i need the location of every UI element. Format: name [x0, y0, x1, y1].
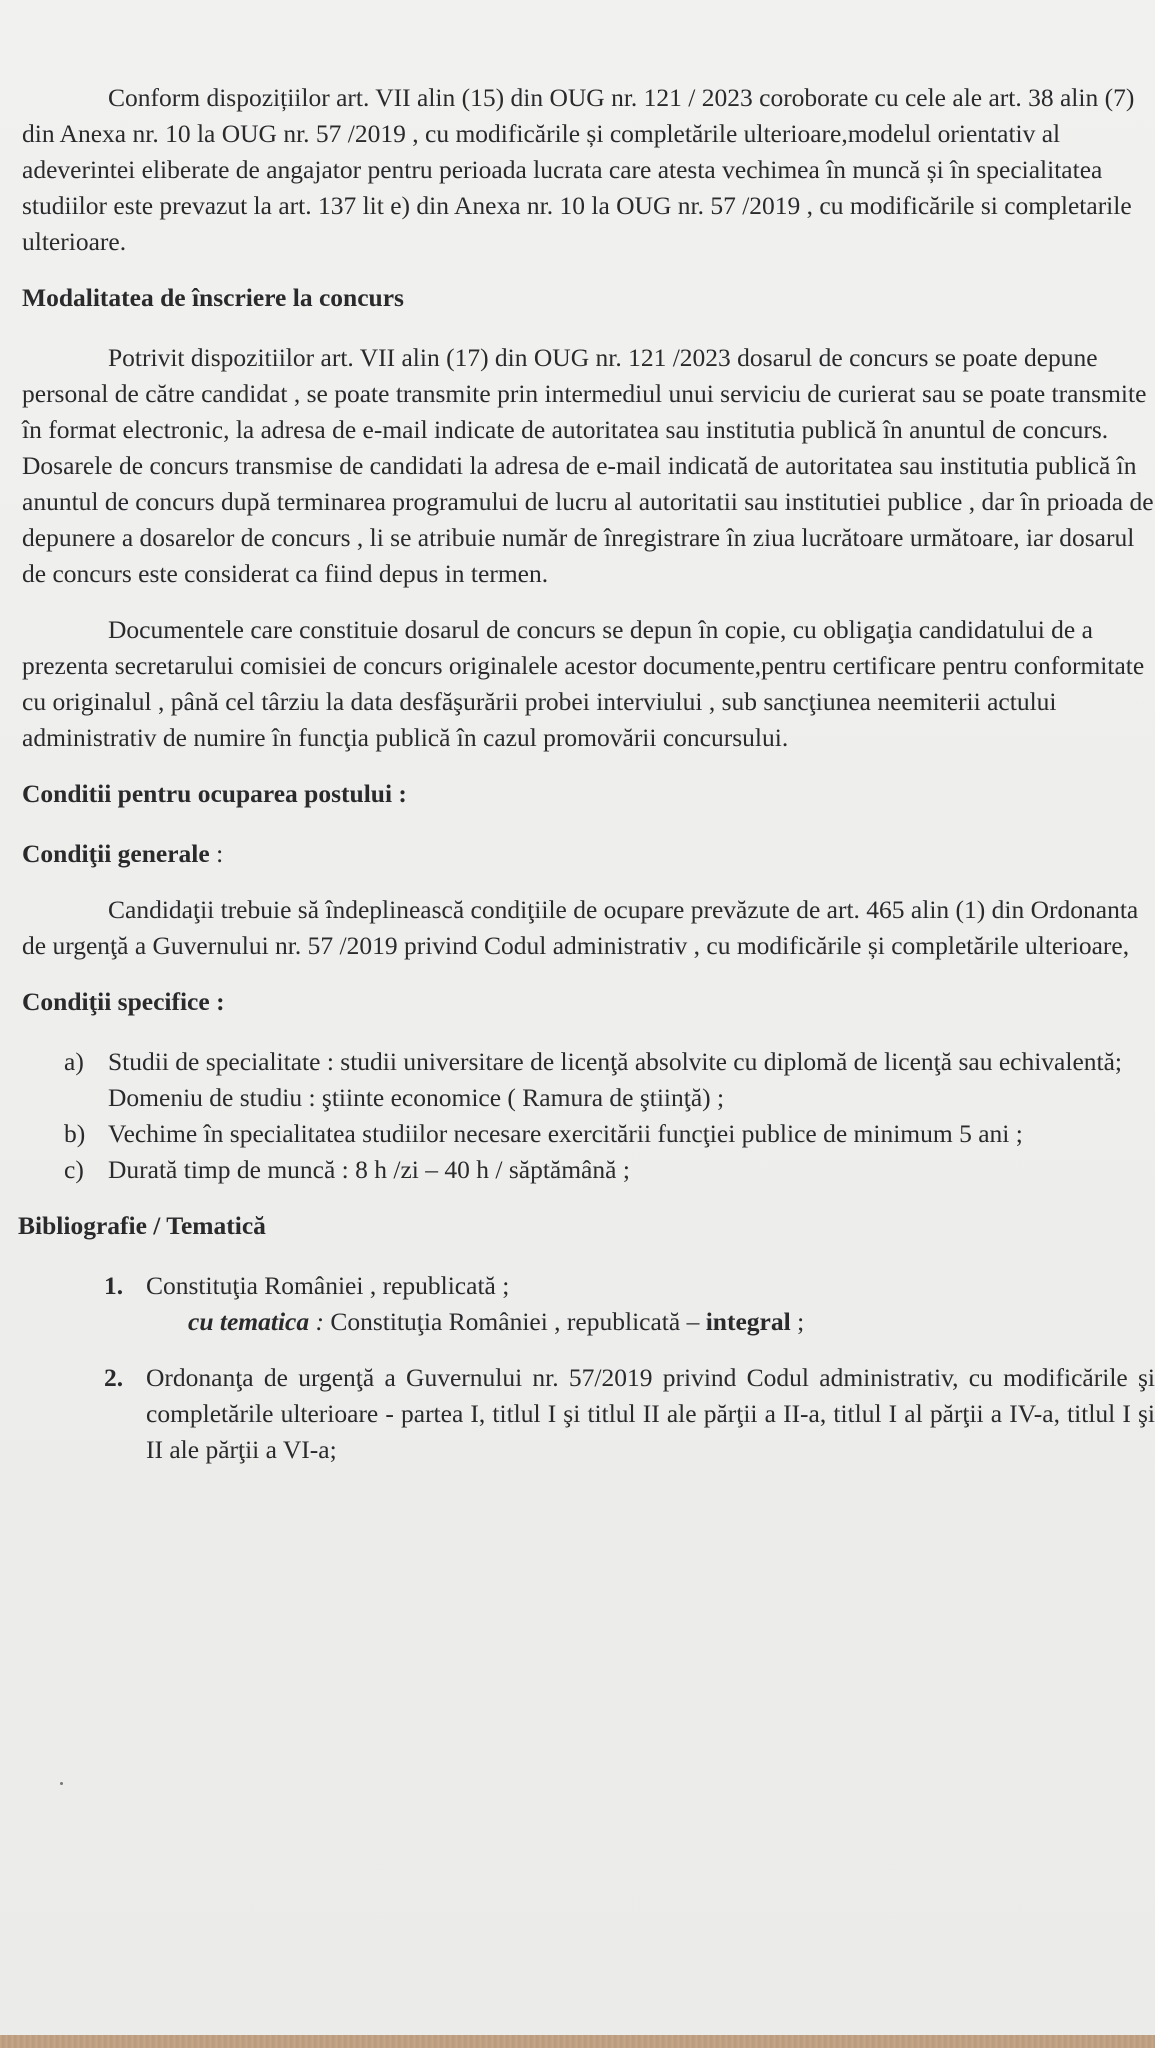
tematica-end: ;	[790, 1307, 805, 1336]
conditii-generale-title: Condiţii generale	[22, 839, 210, 868]
list-item	[64, 1152, 1155, 1188]
list-item-text: Durată timp de muncă : 8 h /zi – 40 h / săptămână ;	[108, 1155, 630, 1184]
tematica-bold: integral	[705, 1307, 791, 1336]
inscriere-heading: Modalitatea de înscriere la concurs	[22, 283, 404, 312]
inscriere-paragraph-1: Potrivit dispozitiilor art. VII alin (17) din OUG nr. 121 /2023 dosarul de concurs se poate depune personal de către candidat , se poate transmite prin intermediul unui serviciu de curierat sau se poate transmite în format electronic, la adresa de e-mail indicate de autoritatea sau institutia publică în anuntul de concurs. Dosarele de concurs transmise de candidati la adresa de e-mail indicată de autoritatea sau institutia publică în anuntul de concurs după terminarea programului de lucru al autoritatii sau institutiei publice , dar în prioada de depunere a dosarelor de concurs , li se atribuie număr de înregistrare în ziua lucrătoare următoare, iar dosarul de concurs este considerat ca fiind depus in termen.	[22, 343, 1154, 588]
bibliografie-heading: Bibliografie / Tematică	[18, 1211, 266, 1240]
conditii-specifice-list	[64, 1044, 1155, 1188]
intro-paragraph: Conform dispozițiilor art. VII alin (15) din OUG nr. 121 / 2023 coroborate cu cele ale art. 38 alin (7) din Anexa nr. 10 la OUG nr. 57 /2019 , cu modificările și completările ulterioare,modelul orientativ al adeverintei eliberate de angajator pentru perioada lucrata care atesta vechimea în muncă și în specialitatea studiilor este prevazut la art. 137 lit e) din Anexa nr. 10 la OUG nr. 57 /2019 , cu modificările si completarile ulterioare.	[22, 83, 1135, 256]
conditii-specifice-heading: Condiţii specifice :	[22, 987, 225, 1016]
tematica-label: cu tematica	[188, 1307, 310, 1336]
inscriere-paragraph-2: Documentele care constituie dosarul de concurs se depun în copie, cu obligaţia candidatului de a prezenta secretarului comisiei de concurs originalele acestor documente,pentru certificare pentru conformitate cu originalul , până cel târziu la data desfăşurării probei interviului , sub sancţiunea neemiterii actului administrativ de numire în funcţia publică în cazul promovării concursului.	[22, 615, 1145, 752]
list-item	[64, 1044, 1155, 1080]
bibliografie-item-2-text: Ordonanţa de urgenţă a Guvernului nr. 57/2019 privind Codul administrativ, cu modificările şi completările ulterioare - partea I, titlul I şi titlul II ale părţii a II-a, titlul I al părţii a IV-a, titlul I şi II ale părţii a VI-a;	[146, 1363, 1155, 1464]
bibliografie-list	[104, 1268, 1155, 1468]
tematica-colon: :	[309, 1307, 331, 1336]
conditii-generale-suffix: :	[209, 839, 224, 868]
list-item	[64, 1080, 1155, 1116]
list-marker: b)	[64, 1119, 86, 1148]
conditii-generale-heading	[22, 836, 1155, 872]
list-number: 2.	[104, 1363, 124, 1392]
list-item-text: Domeniu de studiu : ştiinte economice ( Ramura de ştiinţă) ;	[108, 1083, 725, 1112]
list-marker: c)	[64, 1155, 84, 1184]
list-marker: a)	[64, 1047, 84, 1076]
bibliografie-item-2	[104, 1360, 1155, 1468]
list-marker	[64, 1080, 108, 1116]
conditii-heading: Conditii pentru ocuparea postului :	[22, 779, 407, 808]
wooden-surface-edge	[0, 2035, 1155, 2048]
document-body	[18, 80, 1155, 1468]
conditii-generale-text: Candidaţii trebuie să îndeplinească condiţiile de ocupare prevăzute de art. 465 alin (1) din Ordonanta de urgenţă a Guvernului nr. 57 /2019 privind Codul administrativ , cu modificările și completările ulterioare,	[22, 895, 1139, 960]
list-number: 1.	[104, 1271, 124, 1300]
bibliografie-item-1-tematica	[188, 1304, 1155, 1340]
tematica-text: Constituţia României , republicată –	[330, 1307, 706, 1336]
list-item	[64, 1116, 1155, 1152]
list-item-text: Vechime în specialitatea studiilor necesare exercitării funcţiei publice de minimum 5 ani ;	[108, 1119, 1023, 1148]
list-item-text: Studii de specialitate : studii universitare de licenţă absolvite cu diplomă de licenţă sau echivalentă;	[108, 1047, 1122, 1076]
paper-speck	[60, 1782, 63, 1785]
bibliografie-item-1-text: Constituţia României , republicată ;	[146, 1271, 510, 1300]
bibliografie-item-1	[104, 1268, 1155, 1304]
